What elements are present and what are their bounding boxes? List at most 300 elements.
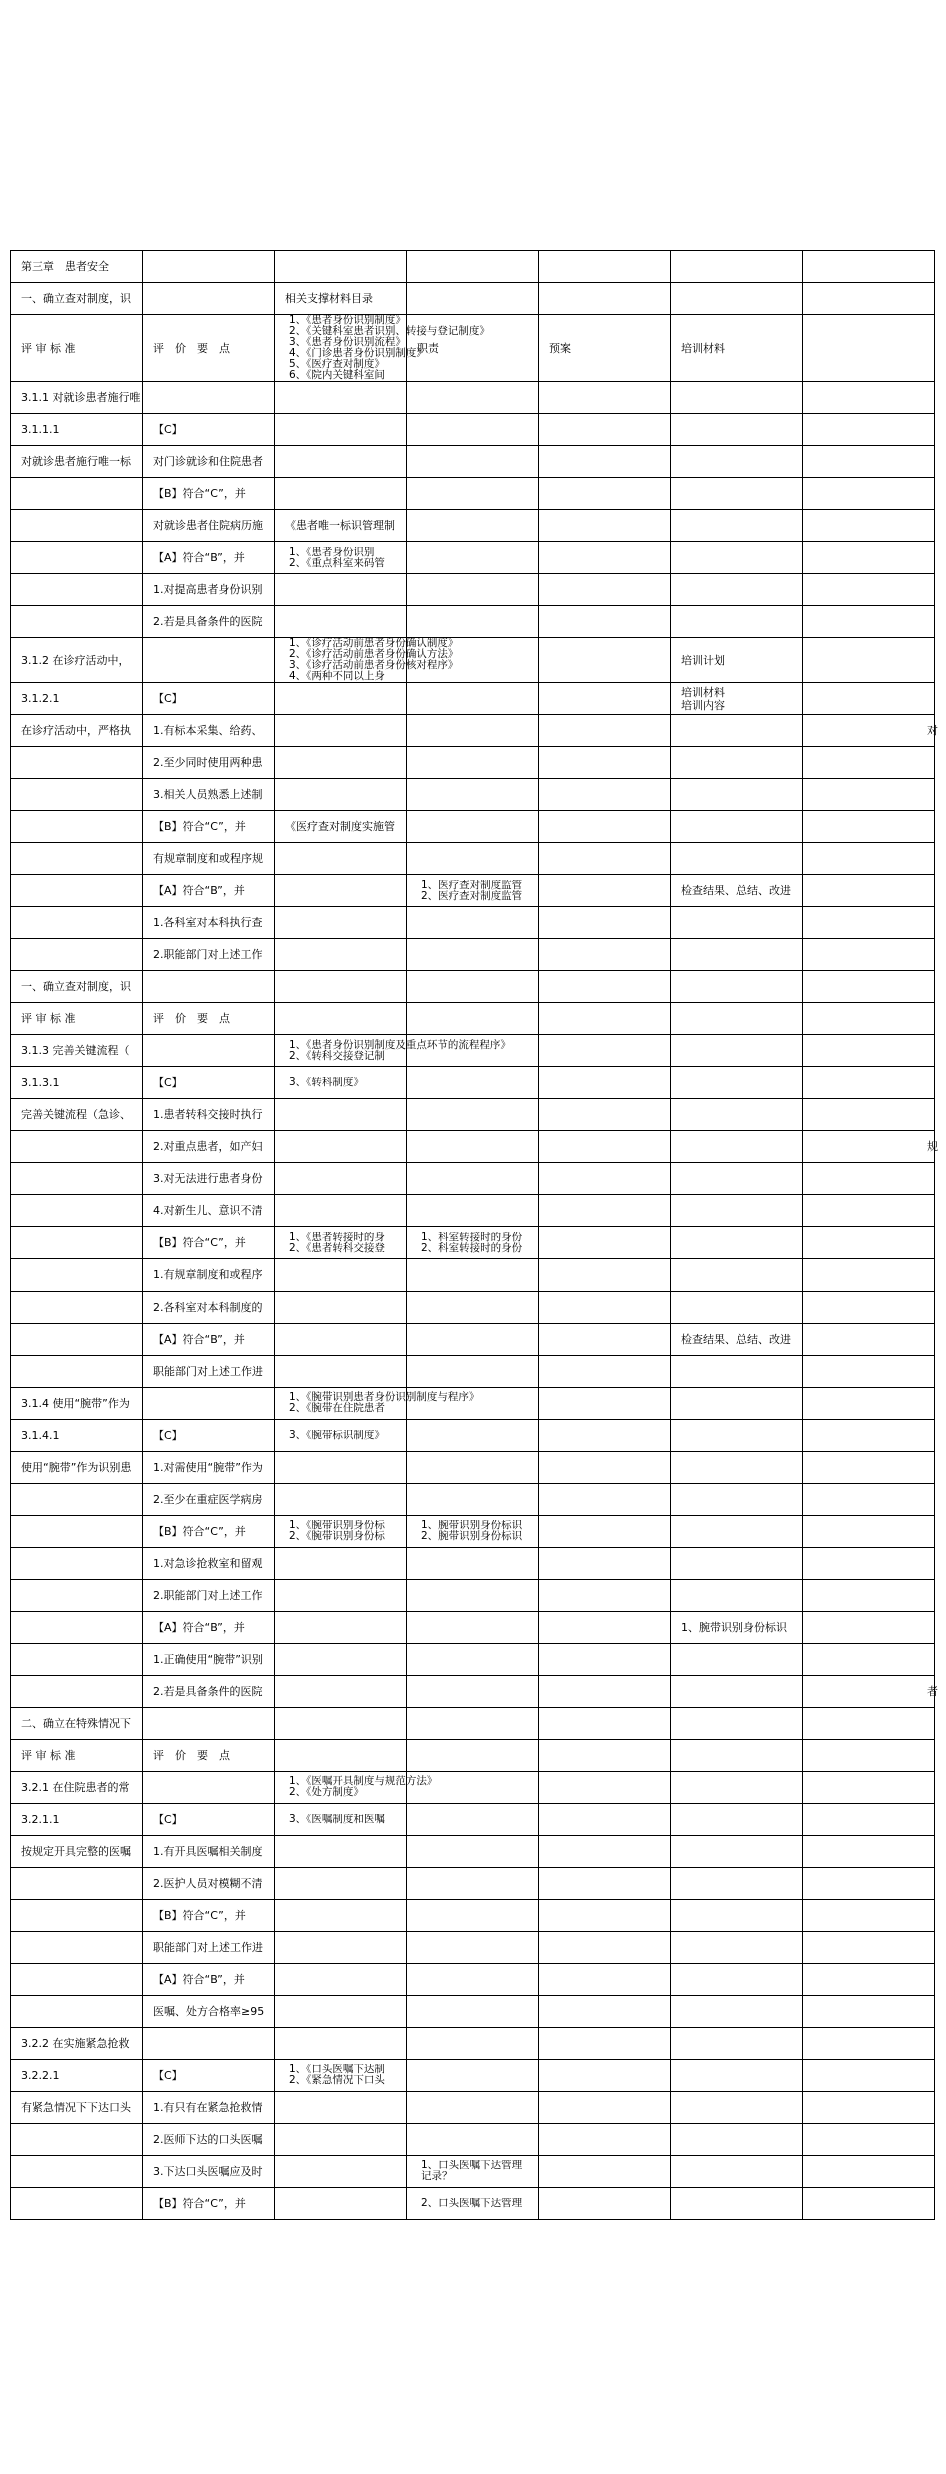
table-cell[interactable] <box>803 1739 935 1771</box>
table-cell[interactable] <box>803 1643 935 1675</box>
table-cell[interactable] <box>11 907 143 939</box>
table-cell[interactable] <box>11 2091 143 2123</box>
table-cell[interactable] <box>539 382 671 414</box>
table-cell[interactable] <box>803 1003 935 1035</box>
table-cell[interactable] <box>143 1259 275 1291</box>
table-cell[interactable] <box>803 2091 935 2123</box>
table-cell[interactable] <box>407 1899 539 1931</box>
table-cell[interactable] <box>539 510 671 542</box>
table-cell[interactable] <box>803 1323 935 1355</box>
table-cell[interactable] <box>275 715 407 747</box>
table-cell[interactable] <box>407 843 539 875</box>
table-cell[interactable] <box>275 1867 407 1899</box>
table-cell[interactable] <box>671 251 803 283</box>
table-cell[interactable] <box>803 2123 935 2155</box>
table-cell[interactable] <box>407 875 539 907</box>
table-cell[interactable] <box>275 1963 407 1995</box>
table-cell[interactable] <box>671 1131 803 1163</box>
table-cell[interactable] <box>11 315 143 382</box>
table-cell[interactable] <box>803 1963 935 1995</box>
table-cell[interactable] <box>407 1003 539 1035</box>
table-cell[interactable] <box>143 1035 275 1067</box>
table-cell[interactable] <box>275 1387 480 1419</box>
table-cell[interactable] <box>671 2091 803 2123</box>
table-cell[interactable] <box>671 510 803 542</box>
table-cell[interactable] <box>407 1867 539 1899</box>
table-cell[interactable] <box>407 1323 539 1355</box>
table-cell[interactable] <box>275 1323 407 1355</box>
table-cell[interactable] <box>143 574 275 606</box>
table-cell[interactable] <box>539 542 671 574</box>
table-cell[interactable] <box>407 971 539 1003</box>
table-cell[interactable] <box>803 907 935 939</box>
table-cell[interactable] <box>539 971 671 1003</box>
table-cell[interactable] <box>275 1259 407 1291</box>
table-cell[interactable] <box>275 1227 407 1259</box>
table-cell[interactable] <box>671 478 803 510</box>
table-cell[interactable] <box>275 574 407 606</box>
table-cell[interactable] <box>407 2059 539 2091</box>
table-cell[interactable] <box>407 1419 539 1451</box>
table-cell[interactable] <box>671 414 803 446</box>
table-cell[interactable] <box>407 1227 539 1259</box>
table-cell[interactable] <box>143 446 275 478</box>
table-cell[interactable] <box>407 1163 539 1195</box>
table-cell[interactable] <box>407 715 539 747</box>
table-cell[interactable] <box>539 1611 671 1643</box>
table-cell[interactable] <box>11 1899 143 1931</box>
table-cell[interactable] <box>143 1131 275 1163</box>
table-cell[interactable] <box>275 478 407 510</box>
table-cell[interactable] <box>275 2059 407 2091</box>
table-cell[interactable] <box>143 1963 275 1995</box>
table-cell[interactable] <box>803 1259 935 1291</box>
table-cell[interactable] <box>803 446 935 478</box>
table-cell[interactable] <box>143 1675 275 1707</box>
table-cell[interactable] <box>671 1035 803 1067</box>
table-cell[interactable] <box>803 606 935 638</box>
table-cell[interactable] <box>539 875 671 907</box>
table-cell[interactable] <box>803 811 935 843</box>
table-cell[interactable] <box>11 1739 143 1771</box>
table-cell[interactable] <box>407 1739 539 1771</box>
table-cell[interactable] <box>803 1163 935 1195</box>
table-cell[interactable] <box>803 283 935 315</box>
table-cell[interactable] <box>143 907 275 939</box>
table-cell[interactable] <box>671 1515 803 1547</box>
table-cell[interactable] <box>803 1355 935 1387</box>
table-cell[interactable] <box>671 1163 803 1195</box>
table-cell[interactable] <box>539 251 671 283</box>
table-cell[interactable] <box>407 1131 539 1163</box>
table-cell[interactable] <box>803 1867 935 1899</box>
table-cell[interactable] <box>143 875 275 907</box>
table-cell[interactable] <box>803 1035 935 1067</box>
table-cell[interactable] <box>407 1067 539 1099</box>
table-cell[interactable] <box>407 574 539 606</box>
table-cell[interactable] <box>11 574 143 606</box>
table-cell[interactable] <box>407 510 539 542</box>
table-cell[interactable] <box>407 1611 539 1643</box>
table-cell[interactable] <box>11 2155 143 2187</box>
table-cell[interactable] <box>11 1355 143 1387</box>
table-cell[interactable] <box>275 2027 407 2059</box>
table-cell[interactable] <box>11 1259 143 1291</box>
table-cell[interactable] <box>11 1099 143 1131</box>
table-cell[interactable] <box>11 1003 143 1035</box>
table-cell[interactable] <box>671 1003 803 1035</box>
table-cell[interactable] <box>539 2155 671 2187</box>
table-cell[interactable] <box>803 1547 935 1579</box>
table-cell[interactable] <box>407 1963 539 1995</box>
table-cell[interactable] <box>275 1675 407 1707</box>
table-cell[interactable] <box>803 638 935 683</box>
table-cell[interactable] <box>539 1323 671 1355</box>
table-cell[interactable] <box>407 382 539 414</box>
table-cell[interactable] <box>539 1899 671 1931</box>
table-cell[interactable] <box>143 1067 275 1099</box>
table-cell[interactable] <box>539 1643 671 1675</box>
table-cell[interactable] <box>671 2059 803 2091</box>
table-cell[interactable] <box>803 971 935 1003</box>
table-cell[interactable] <box>275 1771 438 1803</box>
table-cell[interactable] <box>539 907 671 939</box>
table-cell[interactable] <box>11 2059 143 2091</box>
table-cell[interactable] <box>11 1675 143 1707</box>
table-cell[interactable] <box>671 1739 803 1771</box>
table-cell[interactable] <box>11 683 143 715</box>
table-cell[interactable] <box>539 1675 671 1707</box>
table-cell[interactable] <box>803 1099 935 1131</box>
table-cell[interactable] <box>407 2123 539 2155</box>
table-cell[interactable] <box>143 2059 275 2091</box>
table-cell[interactable] <box>143 542 275 574</box>
table-cell[interactable] <box>11 1867 143 1899</box>
table-cell[interactable] <box>407 1483 539 1515</box>
table-cell[interactable] <box>407 1995 539 2027</box>
table-cell[interactable] <box>407 1931 539 1963</box>
table-cell[interactable] <box>539 2091 671 2123</box>
table-cell[interactable] <box>275 1611 407 1643</box>
table-cell[interactable] <box>539 1195 671 1227</box>
table-cell[interactable] <box>539 1419 671 1451</box>
table-cell[interactable] <box>275 843 407 875</box>
table-cell[interactable] <box>803 1579 935 1611</box>
table-cell[interactable] <box>671 1835 803 1867</box>
table-cell[interactable] <box>803 382 935 414</box>
table-cell[interactable] <box>11 446 143 478</box>
table-cell[interactable] <box>143 1931 275 1963</box>
table-cell[interactable] <box>671 683 803 715</box>
table-cell[interactable] <box>803 315 935 382</box>
table-cell[interactable] <box>539 1227 671 1259</box>
table-cell[interactable] <box>803 1451 935 1483</box>
table-cell[interactable] <box>803 1483 935 1515</box>
table-cell[interactable] <box>407 1579 539 1611</box>
table-cell[interactable] <box>407 414 539 446</box>
table-cell[interactable] <box>11 1419 143 1451</box>
table-cell[interactable] <box>803 1291 935 1323</box>
table-cell[interactable] <box>803 1195 935 1227</box>
table-cell[interactable] <box>539 1451 671 1483</box>
table-cell[interactable] <box>671 315 803 382</box>
table-cell[interactable] <box>803 414 935 446</box>
table-cell[interactable] <box>539 1067 671 1099</box>
table-cell[interactable] <box>11 1387 143 1419</box>
table-cell[interactable] <box>11 1803 143 1835</box>
table-cell[interactable] <box>143 2123 275 2155</box>
table-cell[interactable] <box>803 510 935 542</box>
table-cell[interactable] <box>275 2155 407 2187</box>
table-cell[interactable] <box>407 1195 539 1227</box>
table-cell[interactable] <box>11 1835 143 1867</box>
table-cell[interactable] <box>275 1131 407 1163</box>
table-cell[interactable] <box>11 843 143 875</box>
table-cell[interactable] <box>407 1547 539 1579</box>
table-cell[interactable] <box>275 1707 407 1739</box>
table-cell[interactable] <box>275 1547 407 1579</box>
table-cell[interactable] <box>275 1643 407 1675</box>
table-cell[interactable] <box>539 1131 671 1163</box>
table-cell[interactable] <box>11 811 143 843</box>
table-cell[interactable] <box>803 2155 935 2187</box>
table-cell[interactable] <box>275 1483 407 1515</box>
table-cell[interactable] <box>275 446 407 478</box>
table-cell[interactable] <box>11 2123 143 2155</box>
table-cell[interactable] <box>11 251 143 283</box>
table-cell[interactable] <box>275 251 407 283</box>
table-cell[interactable] <box>143 1771 275 1803</box>
table-cell[interactable] <box>671 2155 803 2187</box>
table-cell[interactable] <box>407 683 539 715</box>
table-cell[interactable] <box>407 283 539 315</box>
table-cell[interactable] <box>671 2123 803 2155</box>
table-cell[interactable] <box>539 1835 671 1867</box>
table-cell[interactable] <box>275 1291 407 1323</box>
table-cell[interactable] <box>539 779 671 811</box>
table-cell[interactable] <box>143 1227 275 1259</box>
table-cell[interactable] <box>275 939 407 971</box>
table-cell[interactable] <box>539 1579 671 1611</box>
table-cell[interactable] <box>803 747 935 779</box>
table-cell[interactable] <box>275 542 407 574</box>
table-cell[interactable] <box>275 606 407 638</box>
table-cell[interactable] <box>275 1355 407 1387</box>
table-cell[interactable] <box>539 1739 671 1771</box>
table-cell[interactable] <box>11 1611 143 1643</box>
table-cell[interactable] <box>143 1451 275 1483</box>
table-cell[interactable] <box>143 1579 275 1611</box>
table-cell[interactable] <box>407 747 539 779</box>
table-cell[interactable] <box>539 1483 671 1515</box>
table-cell[interactable] <box>407 1643 539 1675</box>
table-cell[interactable] <box>143 1355 275 1387</box>
table-cell[interactable] <box>671 1643 803 1675</box>
table-cell[interactable] <box>671 1419 803 1451</box>
table-cell[interactable] <box>539 1099 671 1131</box>
table-cell[interactable] <box>539 1995 671 2027</box>
table-cell[interactable] <box>407 779 539 811</box>
table-cell[interactable] <box>671 1963 803 1995</box>
table-cell[interactable] <box>671 1355 803 1387</box>
table-cell[interactable] <box>407 2187 539 2219</box>
table-cell[interactable] <box>11 1995 143 2027</box>
table-cell[interactable] <box>407 2155 539 2187</box>
table-cell[interactable] <box>11 542 143 574</box>
table-cell[interactable] <box>539 1867 671 1899</box>
table-cell[interactable] <box>275 779 407 811</box>
table-cell[interactable] <box>407 251 539 283</box>
table-cell[interactable] <box>275 382 407 414</box>
table-cell[interactable] <box>671 606 803 638</box>
table-cell[interactable] <box>11 1483 143 1515</box>
table-cell[interactable] <box>803 1995 935 2027</box>
table-cell[interactable] <box>143 414 275 446</box>
table-cell[interactable] <box>143 1995 275 2027</box>
table-cell[interactable] <box>11 1643 143 1675</box>
table-cell[interactable] <box>539 2059 671 2091</box>
table-cell[interactable] <box>11 414 143 446</box>
table-cell[interactable] <box>11 1131 143 1163</box>
table-cell[interactable] <box>275 1739 407 1771</box>
table-cell[interactable] <box>671 1259 803 1291</box>
table-cell[interactable] <box>671 1483 803 1515</box>
table-cell[interactable] <box>143 811 275 843</box>
table-cell[interactable] <box>143 510 275 542</box>
table-cell[interactable] <box>671 2027 803 2059</box>
table-cell[interactable] <box>143 382 275 414</box>
table-cell[interactable] <box>671 715 803 747</box>
table-cell[interactable] <box>11 382 143 414</box>
table-cell[interactable] <box>275 2123 407 2155</box>
table-cell[interactable] <box>803 683 935 715</box>
table-cell[interactable] <box>143 1803 275 1835</box>
table-cell[interactable] <box>143 1515 275 1547</box>
table-cell[interactable] <box>275 1451 407 1483</box>
table-cell[interactable] <box>671 1611 803 1643</box>
table-cell[interactable] <box>539 747 671 779</box>
table-cell[interactable] <box>671 1323 803 1355</box>
table-cell[interactable] <box>275 1515 407 1547</box>
table-cell[interactable] <box>803 1675 938 1707</box>
table-cell[interactable] <box>803 2027 935 2059</box>
table-cell[interactable] <box>275 683 407 715</box>
table-cell[interactable] <box>407 907 539 939</box>
table-cell[interactable] <box>275 1803 407 1835</box>
table-cell[interactable] <box>11 1707 143 1739</box>
table-cell[interactable] <box>143 1899 275 1931</box>
table-cell[interactable] <box>143 1419 275 1451</box>
table-cell[interactable] <box>671 843 803 875</box>
table-cell[interactable] <box>143 1547 275 1579</box>
table-cell[interactable] <box>671 1771 803 1803</box>
table-cell[interactable] <box>671 1931 803 1963</box>
table-cell[interactable] <box>11 2027 143 2059</box>
table-cell[interactable] <box>11 875 143 907</box>
table-cell[interactable] <box>143 638 275 683</box>
table-cell[interactable] <box>803 2059 935 2091</box>
table-cell[interactable] <box>143 2027 275 2059</box>
table-cell[interactable] <box>275 414 407 446</box>
table-cell[interactable] <box>11 1035 143 1067</box>
table-cell[interactable] <box>11 1451 143 1483</box>
table-cell[interactable] <box>539 715 671 747</box>
table-cell[interactable] <box>803 1387 935 1419</box>
table-cell[interactable] <box>539 606 671 638</box>
table-cell[interactable] <box>671 907 803 939</box>
table-cell[interactable] <box>275 811 407 843</box>
table-cell[interactable] <box>275 1931 407 1963</box>
table-cell[interactable] <box>539 414 671 446</box>
table-cell[interactable] <box>143 1195 275 1227</box>
table-cell[interactable] <box>11 1771 143 1803</box>
table-cell[interactable] <box>803 779 935 811</box>
table-cell[interactable] <box>539 574 671 606</box>
table-cell[interactable] <box>275 1003 407 1035</box>
table-cell[interactable] <box>539 843 671 875</box>
table-cell[interactable] <box>671 1867 803 1899</box>
table-cell[interactable] <box>143 1739 275 1771</box>
table-cell[interactable] <box>407 606 539 638</box>
table-cell[interactable] <box>275 283 407 315</box>
table-cell[interactable] <box>11 747 143 779</box>
table-cell[interactable] <box>11 939 143 971</box>
table-cell[interactable] <box>671 939 803 971</box>
table-cell[interactable] <box>671 1387 803 1419</box>
table-cell[interactable] <box>407 1451 539 1483</box>
table-cell[interactable] <box>275 1195 407 1227</box>
table-cell[interactable] <box>803 251 935 283</box>
table-cell[interactable] <box>407 1291 539 1323</box>
table-cell[interactable] <box>143 2091 275 2123</box>
table-cell[interactable] <box>407 1355 539 1387</box>
table-cell[interactable] <box>275 1035 511 1067</box>
table-cell[interactable] <box>539 1163 671 1195</box>
table-cell[interactable] <box>803 542 935 574</box>
table-cell[interactable] <box>671 1227 803 1259</box>
table-cell[interactable] <box>275 2091 407 2123</box>
table-cell[interactable] <box>671 811 803 843</box>
table-cell[interactable] <box>803 1131 938 1163</box>
table-cell[interactable] <box>539 478 671 510</box>
table-cell[interactable] <box>803 1227 935 1259</box>
table-cell[interactable] <box>539 1547 671 1579</box>
table-cell[interactable] <box>407 542 539 574</box>
table-cell[interactable] <box>143 1163 275 1195</box>
table-cell[interactable] <box>275 1835 407 1867</box>
table-cell[interactable] <box>275 1067 407 1099</box>
table-cell[interactable] <box>143 1003 275 1035</box>
table-cell[interactable] <box>671 1451 803 1483</box>
table-cell[interactable] <box>671 446 803 478</box>
table-cell[interactable] <box>539 2027 671 2059</box>
table-cell[interactable] <box>143 843 275 875</box>
table-cell[interactable] <box>143 1323 275 1355</box>
table-cell[interactable] <box>671 1803 803 1835</box>
table-cell[interactable] <box>803 1899 935 1931</box>
table-cell[interactable] <box>803 1419 935 1451</box>
table-cell[interactable] <box>671 971 803 1003</box>
table-cell[interactable] <box>143 1291 275 1323</box>
table-cell[interactable] <box>11 1227 143 1259</box>
table-cell[interactable] <box>671 1579 803 1611</box>
table-cell[interactable] <box>11 1579 143 1611</box>
table-cell[interactable] <box>11 283 143 315</box>
table-cell[interactable] <box>407 1515 539 1547</box>
table-cell[interactable] <box>539 283 671 315</box>
table-cell[interactable] <box>143 939 275 971</box>
table-cell[interactable] <box>275 875 407 907</box>
